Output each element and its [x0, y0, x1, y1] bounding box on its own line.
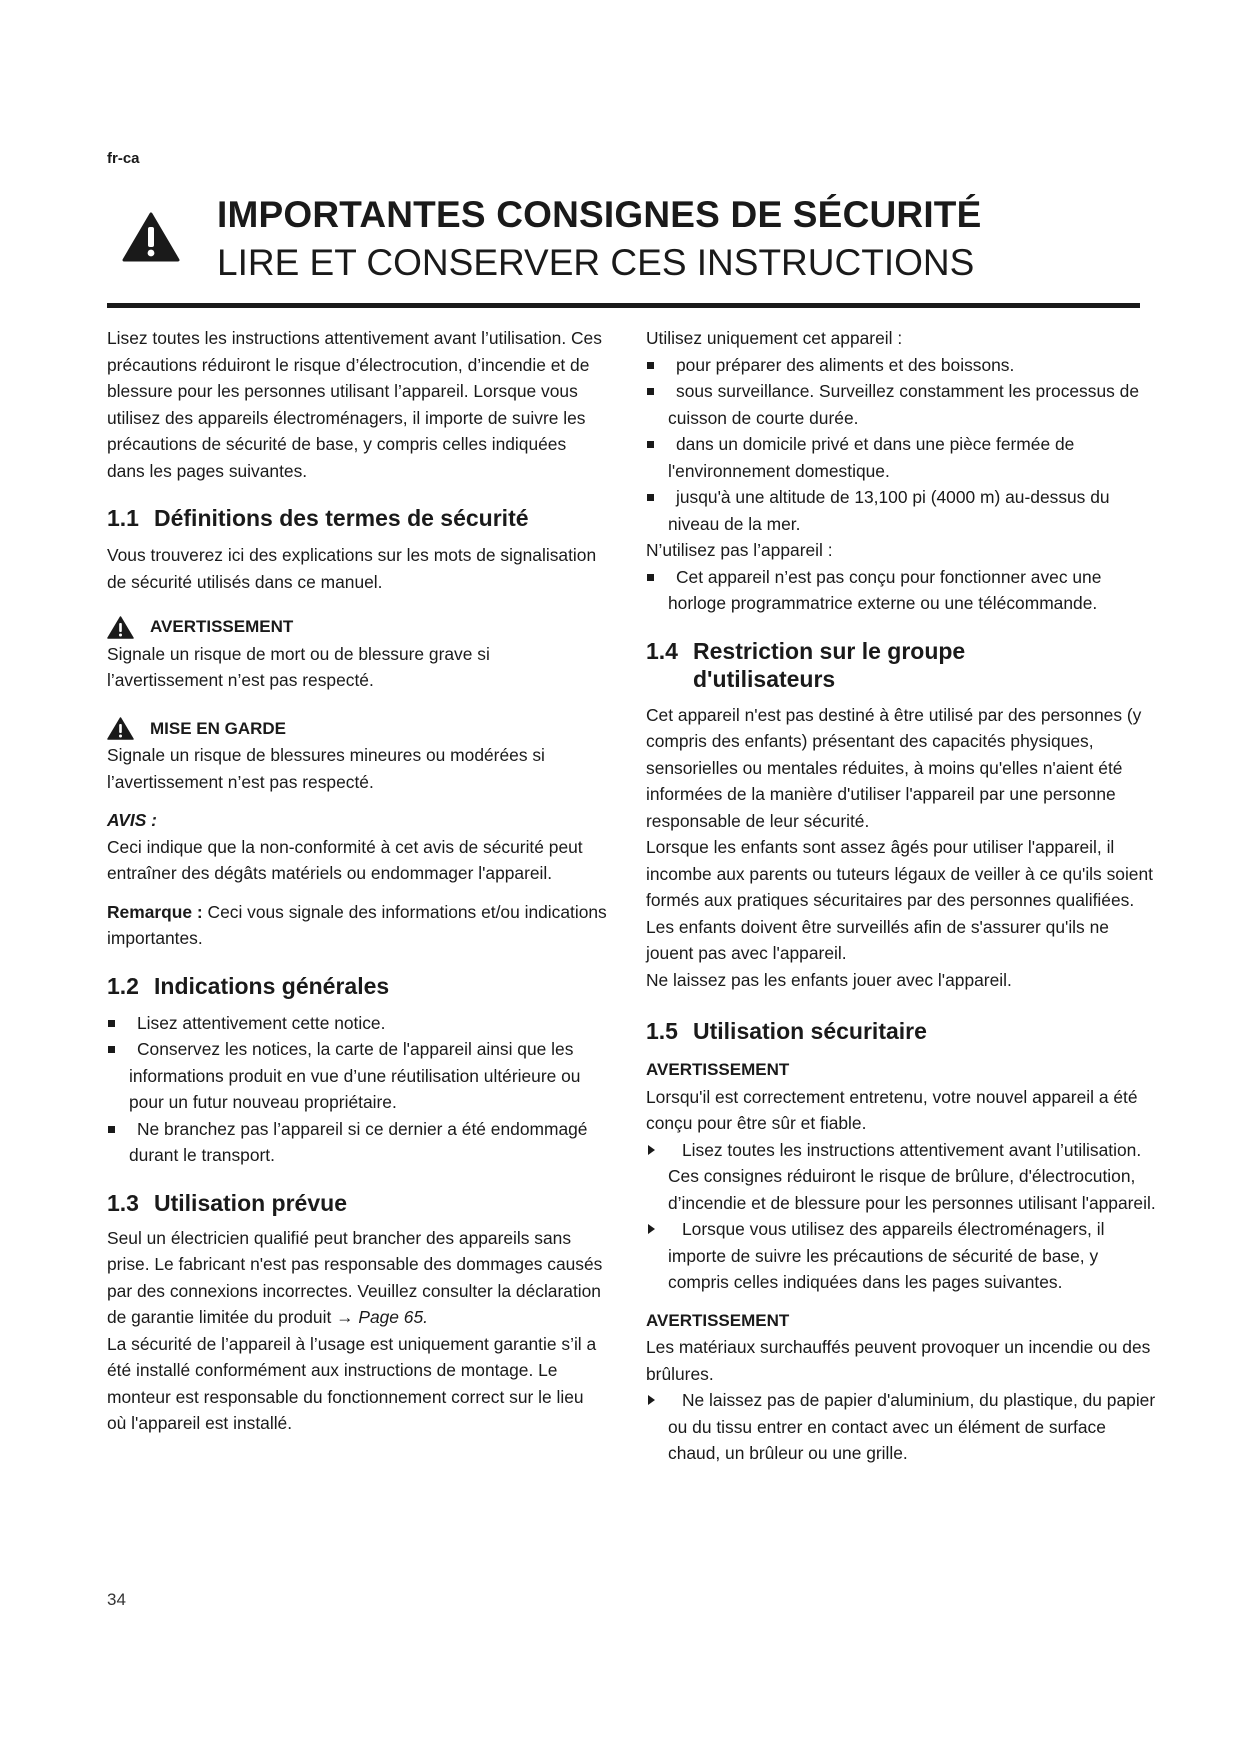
- caution-text: Signale un risque de blessures mineures ou modérées si l’avertissement n’est pas respecté.: [107, 745, 545, 792]
- remark-text: Ceci vous signale des informations et/ou indications importantes.: [107, 901, 607, 948]
- section-title: Définitions des termes de sécurité: [154, 505, 529, 531]
- section-number: 1.5: [646, 1018, 678, 1044]
- overheat-list: [646, 1387, 1156, 1467]
- list-item: Lorsque vous utilisez des appareils électroménagers, il importe de suivre les précautions de sécurité de base, y compris celles indiquées dans les pages suivantes.: [646, 1216, 1156, 1296]
- do-not-use-intro: N’utilisez pas l’appareil :: [646, 540, 833, 560]
- do-not-use-list: [646, 564, 1156, 617]
- section-1-4-heading: [646, 637, 1156, 693]
- left-column: [107, 325, 607, 1437]
- list-item: Lisez attentivement cette notice.: [107, 1010, 607, 1037]
- remark-paragraph: [107, 899, 607, 952]
- warning-triangle-icon: [122, 212, 180, 262]
- general-indications-list: [107, 1010, 607, 1169]
- notice-label: AVIS :: [107, 810, 157, 830]
- section-1-5-heading: [646, 1017, 1156, 1045]
- warning-signal: [107, 614, 607, 641]
- user-restriction-paragraph-4: Ne laissez pas les enfants jouer avec l'appareil.: [646, 969, 1012, 990]
- warning-text: Lorsqu'il est correctement entretenu, votre nouvel appareil a été conçu pour être sûr et fiable.: [646, 1086, 1138, 1133]
- section-number: 1.1: [107, 505, 139, 531]
- section-title-line2: d'utilisateurs: [693, 665, 836, 692]
- list-item: jusqu'à une altitude de 13,100 pi (4000 m) au-dessus du niveau de la mer.: [646, 484, 1156, 537]
- intended-use-paragraph: Seul un électricien qualifié peut brancher des appareils sans prise. Le fabricant n'est pas responsable des dommages causés par des connexions incorrectes. Veuillez consulter la déclaration de garantie limitée du produit → Page 65.: [107, 1227, 603, 1327]
- warning-text: Signale un risque de mort ou de blessure grave si l’avertissement n’est pas respecté.: [107, 643, 490, 690]
- section-number: 1.3: [107, 1189, 139, 1216]
- warning-triangle-icon: [107, 616, 134, 639]
- list-item: Ne branchez pas l’appareil si ce dernier a été endommagé durant le transport.: [107, 1116, 607, 1169]
- list-item: Lisez toutes les instructions attentivement avant l’utilisation. Ces consignes réduiront le risque de brûlure, d'électrocution, d’incendie et de blessure pour les personnes utilisant l'appareil.: [646, 1137, 1156, 1217]
- notice-text: Ceci indique que la non-conformité à cet avis de sécurité peut entraîner des dégâts matériels ou endommager l'appareil.: [107, 836, 583, 883]
- warning-text: Les matériaux surchauffés peuvent provoquer un incendie ou des brûlures.: [646, 1337, 1151, 1384]
- section-number: 1.2: [107, 972, 139, 999]
- list-item: sous surveillance. Surveillez constamment les processus de cuisson de courte durée.: [646, 378, 1156, 431]
- page-number: 34: [107, 1590, 126, 1609]
- page-title: IMPORTANTES CONSIGNES DE SÉCURITÉ: [217, 194, 982, 235]
- use-only-intro: Utilisez uniquement cet appareil :: [646, 328, 903, 348]
- section-1-3-heading: [107, 1189, 607, 1217]
- arrow-icon: →: [331, 1307, 359, 1327]
- caution-label: MISE EN GARDE: [150, 718, 287, 738]
- warning-label: AVERTISSEMENT: [646, 1310, 790, 1330]
- section-1-1-heading: [107, 504, 607, 532]
- installation-paragraph: La sécurité de l’appareil à l’usage est uniquement garantie s’il a été installé conformément aux instructions de montage. Le monteur est responsable du fonctionnement correct sur le lieu où l'appareil est installé.: [107, 1333, 597, 1433]
- warning-label: AVERTISSEMENT: [646, 1060, 790, 1079]
- language-code: fr-ca: [107, 150, 140, 167]
- warning-triangle-icon: [107, 717, 134, 740]
- list-item: Cet appareil n’est pas conçu pour fonctionner avec une horloge programmatrice externe ou une télécommande.: [646, 564, 1156, 617]
- remark-label: Remarque :: [107, 901, 203, 922]
- list-item: pour préparer des aliments et des boissons.: [646, 352, 1156, 379]
- definitions-text: Vous trouverez ici des explications sur les mots de signalisation de sécurité utilisés dans ce manuel.: [107, 545, 597, 592]
- page-header: [107, 190, 1140, 308]
- safe-use-list: [646, 1137, 1156, 1296]
- list-item: Conservez les notices, la carte de l'appareil ainsi que les informations produit en vue d’une réutilisation ultérieure ou pour un futur nouveau propriétaire.: [107, 1036, 607, 1116]
- right-column: [646, 325, 1156, 1467]
- section-1-2-heading: [107, 972, 607, 1000]
- user-restriction-paragraph-3: Les enfants doivent être surveillés afin de s'assurer qu'ils ne jouent pas avec l'appareil.: [646, 916, 1109, 963]
- page-reference-link[interactable]: Page 65: [358, 1307, 424, 1327]
- section-title: Restriction sur le groupe: [693, 637, 966, 664]
- caution-signal: [107, 716, 607, 743]
- section-title: Utilisation prévue: [154, 1189, 347, 1216]
- intro-paragraph: Lisez toutes les instructions attentivement avant l’utilisation. Ces précautions réduiront le risque d’électrocution, d’incendie et de blessure pour les personnes utilisant l’appareil. Lorsque vous utilisez des appareils électroménagers, il importe de suivre les précautions de sécurité de base, y compris celles indiquées dans les pages suivantes.: [107, 328, 602, 481]
- section-title: Utilisation sécuritaire: [693, 1018, 927, 1044]
- warning-label: AVERTISSEMENT: [150, 617, 294, 636]
- section-number: 1.4: [646, 637, 678, 664]
- use-only-list: [646, 352, 1156, 538]
- list-item: Ne laissez pas de papier d'aluminium, du plastique, du papier ou du tissu entrer en contact avec un élément de surface chaud, un brûleur ou une grille.: [646, 1387, 1156, 1467]
- user-restriction-paragraph-2: Lorsque les enfants sont assez âgés pour utiliser l'appareil, il incombe aux parents ou tuteurs légaux de veiller à ce qu'ils soient formés aux pratiques sécuritaires par des personnes qualifiées.: [646, 837, 1153, 910]
- page-subtitle: LIRE ET CONSERVER CES INSTRUCTIONS: [217, 242, 975, 283]
- section-title: Indications générales: [154, 972, 390, 999]
- user-restriction-paragraph-1: Cet appareil n'est pas destiné à être utilisé par des personnes (y compris des enfants) présentant des capacités physiques, sensorielles ou mentales réduites, à moins qu'elles n'aient été informées de la manière d'utiliser l'appareil par une personne responsable de leur sécurité.: [646, 704, 1142, 831]
- list-item: dans un domicile privé et dans une pièce fermée de l'environnement domestique.: [646, 431, 1156, 484]
